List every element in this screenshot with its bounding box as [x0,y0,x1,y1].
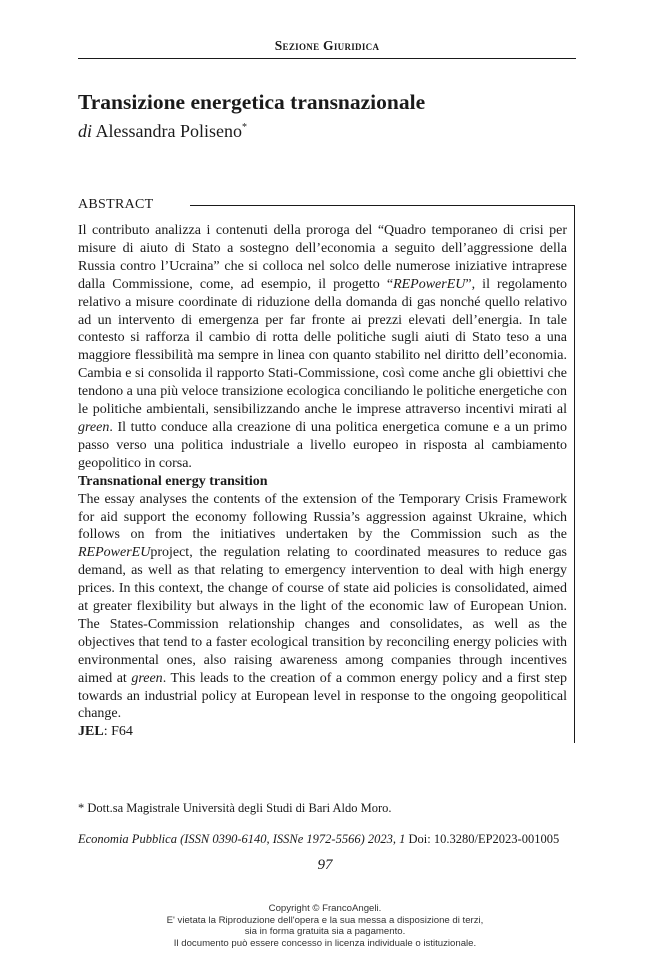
abstract-english-text-2: project, the regulation relating to coordinated measures to reduce gas demand, as well as that relating to emergency intervention to deal with high energy prices. In this context, the change of course of state aid policies is consolidated, aimed at greater flexibility but always in the light of the economic law of European Union. The States-Commission relationship changes and consolidates, as well as the objectives that tend to a faster ecological transition by reconciling energy policies with environmental ones, also raising awareness among companies through incentives aimed at [78,545,567,686]
article-title: Transizione energetica transnazionale [78,90,426,114]
abstract-italian [78,222,567,473]
jel-codes [78,724,133,740]
byline-prefix: di [78,121,93,141]
author-footnote: * Dott.sa Magistrale Università degli Studi di Bari Aldo Moro. [78,801,392,815]
doi: Doi: 10.3280/EP2023-001005 [408,832,560,846]
abstract-italian-text-3: . Il tutto conduce alla creazione di una politica energetica comune e a un primo passo verso una politica industriale a livello europeo in risposta al cambiamento geopolitico in corsa. [78,419,567,471]
abstract-english-text-3: . This leads to the creation of a common energy policy and a first step towards an industrial policy at European level in response to the ongoing geopolitical change. [78,670,567,722]
author-name: Alessandra Poliseno [95,121,243,141]
abstract-english-text-1: The essay analyses the contents of the extension of the Temporary Crisis Framework for aid support the economy following Russia’s aggression against Ukraine, which follows on from the initiatives undertaken by the Commission such as the [78,491,567,543]
abstract-english-green: green [131,670,163,686]
copyright-line: Il documento può essere concesso in licenza individuale o istituzionale. [173,937,477,949]
copyright-line: sia in forma gratuita sia a pagamento. [244,926,406,938]
abstract-body [78,222,567,723]
byline [78,121,247,142]
copyright-line: E' vietata la Riproduzione dell'opera e la sua messa a disposizione di terzi, [166,914,484,926]
running-head: Sezione Giuridica [274,38,380,53]
abstract-heading: ABSTRACT [78,197,154,212]
abstract-italian-project: REPowerEU [393,276,466,292]
copyright-line: Copyright © FrancoAngeli. [268,903,382,914]
jel-value: : F64 [103,724,133,739]
header-rule [78,58,576,59]
english-abstract-title: Transnational energy transition [78,473,268,489]
page-number: 97 [317,857,333,873]
abstract-italian-text-2: ”, il regolamento relativo a misure coordinate di riduzione della domanda di gas nonché quello relativo ad un intervento di emergenza per far fronte ai prezzi elevati dell’energia. In tale contesto si rafforza il cambio di rotta delle politiche sugli aiuti di Stato teso a una maggiore flessibilità ma sempre in linea con quanto stabilito nel diritto dell’economia. Cambia e si consolida il rapporto Stati-Commissione, così come anche gli obiettivi che tendono a una più veloce transizione ecologica conciliando le politiche energetiche con le politiche ambientali, sensibilizzando anche le imprese attraverso incentivi mirati al [78,276,567,418]
footnote-marker: * [242,122,248,133]
jel-label: JEL [78,724,104,739]
abstract-english-project: REPowerEU [78,545,151,561]
abstract-english [78,491,567,724]
journal-citation [78,832,559,847]
abstract-italian-green: green [78,419,110,435]
abstract-italian-text-1: Il contributo analizza i contenuti della proroga del “Quadro temporaneo di crisi per misure di aiuto di Stato a sostegno dell’economia a seguito dell’aggressione della Russia contro l’Ucraina” che si colloca nel solco delle numerose iniziative intraprese dalla Commissione, come, ad esempio, il progetto “ [78,223,567,292]
abstract-frame-top [190,205,574,206]
abstract-frame-right [574,205,575,743]
journal-info: Economia Pubblica (ISSN 0390-6140, ISSNe 1972-5566) 2023, 1 [78,832,406,846]
copyright-notice [0,903,650,949]
